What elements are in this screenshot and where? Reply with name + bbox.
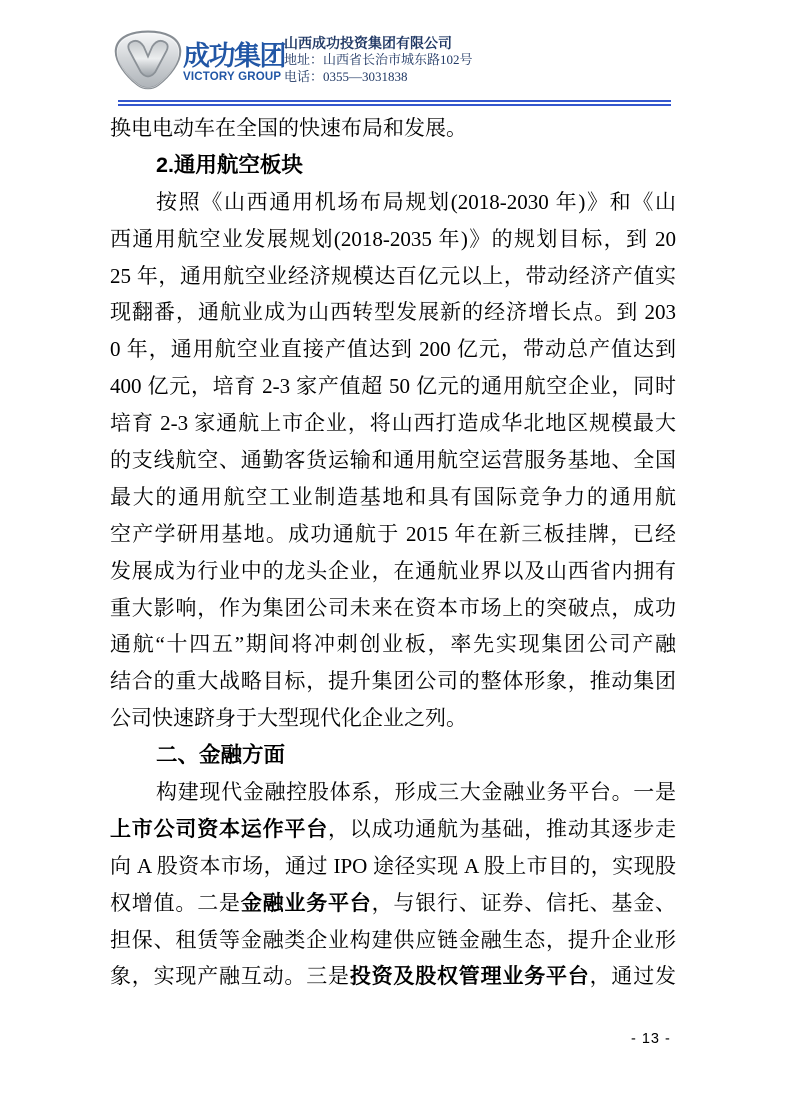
text-segment: 通航“十四五”期间将冲刺创业板，率先实现集团公司产融 [110, 632, 676, 657]
text-segment: 0 年，通用航空业直接产值达到 200 亿元，带动总产值达到 [110, 337, 676, 362]
text-line [110, 258, 676, 295]
text-segment: 构建现代金融控股体系，形成三大金融业务平台。一是 [156, 780, 676, 805]
text-line [110, 922, 676, 959]
company-info [284, 34, 473, 85]
section-heading [110, 737, 676, 774]
section-heading [110, 147, 676, 184]
company-name: 山西成功投资集团有限公司 [284, 35, 452, 51]
text-line [110, 368, 676, 405]
text-segment: 重大影响，作为集团公司未来在资本市场上的突破点，成功 [110, 595, 676, 620]
bold-text-segment: 投资及股权管理业务平台 [349, 964, 590, 989]
text-segment: 担保、租赁等金融类企业构建供应链金融生态，提升企业形 [110, 927, 676, 952]
text-segment: ，与银行、证券、信托、基金、 [371, 890, 676, 915]
text-segment: 换电电动车在全国的快速布局和发展。 [110, 116, 467, 140]
text-segment: 公司快速跻身于大型现代化企业之列。 [110, 706, 467, 731]
text-line [110, 184, 676, 221]
victory-v-badge-icon [112, 28, 184, 95]
text-segment: 结合的重大战略目标，提升集团公司的整体形象，推动集团 [110, 669, 676, 694]
text-segment: 象，实现产融互动。三是 [110, 964, 350, 989]
text-line [110, 885, 676, 922]
text-segment: ，通过发 [589, 964, 676, 989]
document-body [110, 110, 676, 995]
text-line [110, 774, 676, 811]
text-segment: ，以成功通航为基础，推动其逐步走 [328, 816, 676, 841]
text-segment: 培育 2-3 家通航上市企业，将山西打造成华北地区规模最大 [110, 411, 676, 436]
text-line [110, 442, 676, 479]
text-segment: 25 年，通用航空业经济规模达百亿元以上，带动经济产值实 [110, 263, 676, 288]
brand-name: 成功集团 [183, 41, 285, 71]
bold-text-segment: 二、金融方面 [156, 743, 286, 768]
text-line [110, 405, 676, 442]
text-line [110, 848, 676, 885]
text-line [110, 958, 676, 995]
text-segment: 向 A 股资本市场，通过 IPO 途径实现 A 股上市目的，实现股 [110, 853, 676, 878]
text-segment: 西通用航空业发展规划(2018-2035 年)》的规划目标，到 20 [110, 226, 676, 251]
text-line [110, 221, 676, 258]
text-line [110, 811, 676, 848]
brand-block [183, 42, 285, 84]
text-line [110, 626, 676, 663]
text-line [110, 590, 676, 627]
text-segment: 400 亿元，培育 2-3 家产值超 50 亿元的通用航空企业，同时 [110, 374, 676, 399]
text-line [110, 479, 676, 516]
text-line [110, 110, 676, 147]
header-divider [118, 100, 671, 106]
text-segment: 空产学研用基地。成功通航于 2015 年在新三板挂牌，已经 [110, 521, 676, 546]
text-line [110, 331, 676, 368]
bold-text-segment: 上市公司资本运作平台 [110, 816, 328, 841]
text-segment: 现翻番，通航业成为山西转型发展新的经济增长点。到 203 [110, 300, 676, 325]
bold-text-segment: 2.通用航空板块 [156, 152, 303, 177]
text-segment: 权增值。二是 [110, 890, 241, 915]
text-line [110, 663, 676, 700]
page-number: - 13 - [631, 1031, 671, 1047]
text-segment: 最大的通用航空工业制造基地和具有国际竞争力的通用航 [110, 484, 676, 509]
company-address: 地址：山西省长治市城东路102号 [284, 52, 473, 67]
text-segment: 按照《山西通用机场布局规划(2018-2030 年)》和《山 [156, 189, 676, 214]
text-segment: 的支线航空、通勤客货运输和通用航空运营服务基地、全国 [110, 448, 676, 473]
text-segment: 发展成为行业中的龙头企业，在通航业界以及山西省内拥有 [110, 558, 676, 583]
text-line [110, 294, 676, 331]
text-line [110, 700, 676, 737]
bold-text-segment: 金融业务平台 [240, 890, 372, 915]
text-line [110, 516, 676, 553]
brand-subtitle: VICTORY GROUP [183, 71, 282, 83]
company-phone: 电话：0355—3031838 [284, 68, 408, 84]
text-line [110, 553, 676, 590]
